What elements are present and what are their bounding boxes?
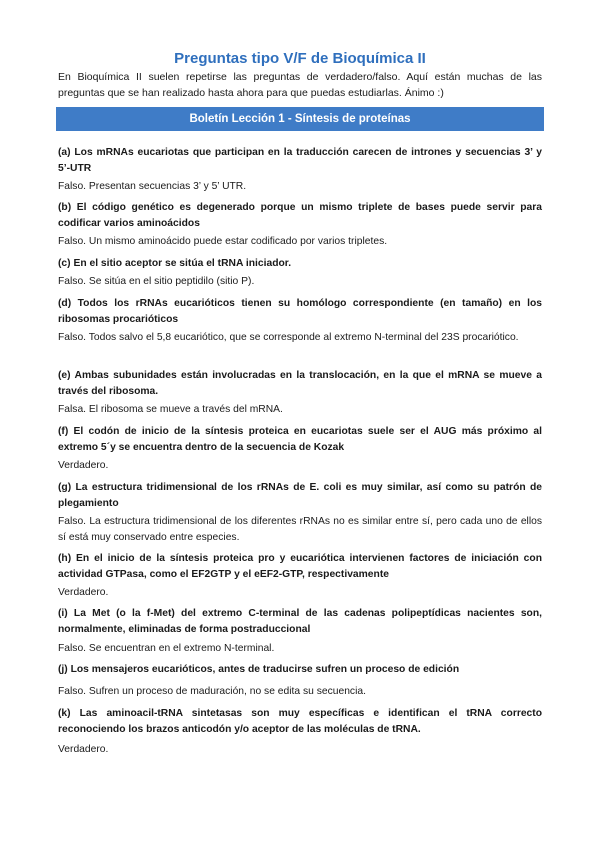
question-c: (c) En el sitio aceptor se sitúa el tRNA iniciador. [58,258,292,269]
intro-paragraph: En Bioquímica II suelen repetirse las preguntas de verdadero/falso. Aquí están muchas de las preguntas que se han realizado hasta ahora para que puedas estudiarlas. Ánimo :) [58,71,542,99]
question-e: (e) Ambas subunidades están involucradas en la translocación, en la que el mRNA se mueve a través del ribosoma. [58,370,542,397]
question-h: (h) En el inicio de la síntesis proteica pro y eucariótica intervienen factores de iniciación con actividad GTPasa, como el EF2GTP y el eEF2-GTP, respectivamente [58,553,542,580]
question-d: (d) Todos los rRNAs eucarióticos tienen su homólogo correspondiente (en tamaño) en los ribosomas procarióticos [58,298,542,325]
document-title: Preguntas tipo V/F de Bioquímica II [174,50,426,67]
answer-b: Falso. Un mismo aminoácido puede estar codificado por varios tripletes. [58,236,388,247]
answer-f: Verdadero. [58,460,109,471]
question-a: (a) Los mRNAs eucariotas que participan en la traducción carecen de intrones y secuencias 3’ y 5’-UTR [58,147,542,174]
answer-j: Falso. Sufren un proceso de maduración, no se edita su secuencia. [58,686,366,697]
question-g: (g) La estructura tridimensional de los rRNAs de E. coli es muy similar, así como su patrón de plegamiento [58,482,542,509]
question-j: (j) Los mensajeros eucarióticos, antes de traducirse sufren un proceso de edición [58,664,460,675]
answer-d: Falso. Todos salvo el 5,8 eucariótico, que se corresponde al extremo N-terminal del 23S procariótico. [58,332,519,343]
section-banner [56,107,544,131]
section-title: Boletín Lección 1 - Síntesis de proteínas [189,113,411,125]
answer-e: Falsa. El ribosoma se mueve a través del mRNA. [58,404,283,415]
question-f: (f) El codón de inicio de la síntesis proteica en eucariotas suele ser el AUG más próximo al extremo 5´y se encuentra dentro de la secuencia de Kozak [58,426,542,453]
answer-k: Verdadero. [58,744,109,755]
answer-i: Falso. Se encuentran en el extremo N-terminal. [58,643,275,654]
answer-h: Verdadero. [58,587,109,598]
answer-c: Falso. Se sitúa en el sitio peptidilo (sitio P). [58,276,255,287]
answer-a: Falso. Presentan secuencias 3’ y 5’ UTR. [58,181,247,192]
question-k: (k) Las aminoacil-tRNA sintetasas son muy específicas e identifican el tRNA correcto reconociendo los brazos anticodón y/o aceptor de las moléculas de tRNA. [58,708,542,735]
answer-g: Falso. La estructura tridimensional de los diferentes rRNAs no es similar entre sí, pero cada uno de ellos sí está muy conservado entre especies. [58,516,542,543]
question-b: (b) El código genético es degenerado porque un mismo triplete de bases puede servir para codificar varios aminoácidos [58,202,542,229]
question-i: (i) La Met (o la f-Met) del extremo C-terminal de las cadenas polipeptídicas nacientes son, normalmente, eliminadas de forma postraduccional [58,608,542,635]
